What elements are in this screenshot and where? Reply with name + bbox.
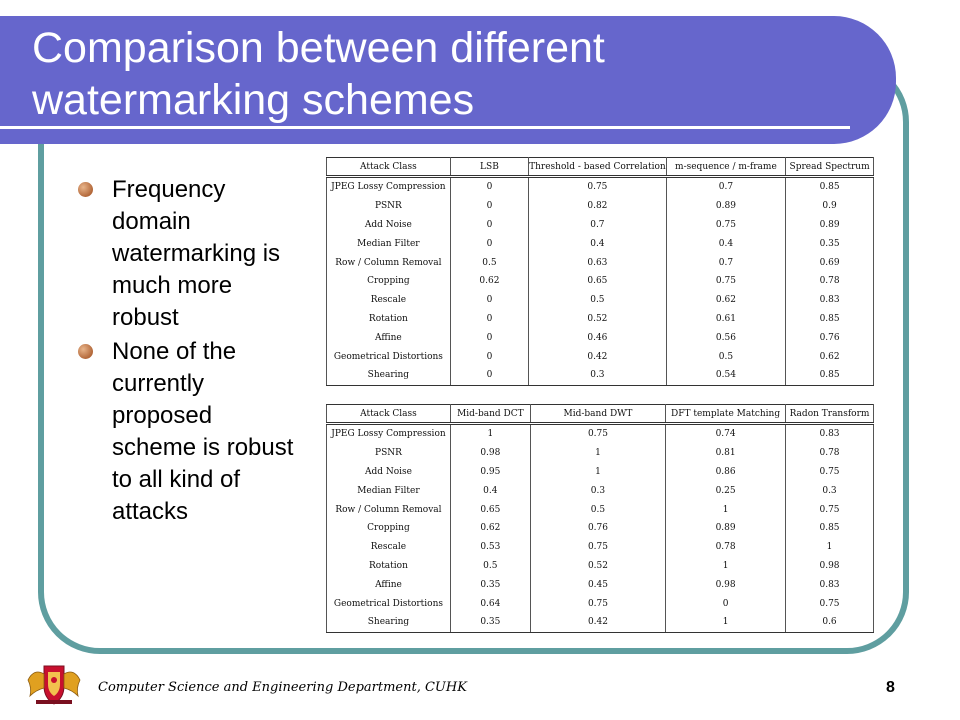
score-cell: 0.81	[666, 444, 786, 463]
score-cell: 0.78	[666, 538, 786, 557]
score-cell: 1	[530, 463, 665, 482]
table-header-row	[327, 405, 874, 424]
table-row	[327, 177, 874, 197]
score-cell: 0.3	[786, 481, 874, 500]
score-cell: 0.5	[450, 557, 530, 576]
score-cell: 0.86	[666, 463, 786, 482]
comparison-table-1	[326, 157, 874, 386]
table-row	[327, 197, 874, 216]
attack-class-cell: Median Filter	[327, 481, 451, 500]
attack-class-cell: JPEG Lossy Compression	[327, 424, 451, 444]
score-cell: 0	[450, 366, 528, 385]
table-row	[327, 272, 874, 291]
score-cell: 0	[450, 197, 528, 216]
bullet-dot-icon	[78, 182, 93, 197]
table-row	[327, 253, 874, 272]
score-cell: 1	[666, 613, 786, 632]
score-cell: 0.85	[786, 366, 874, 385]
score-cell: 0.61	[666, 310, 786, 329]
column-header: m-sequence / m-frame	[666, 158, 786, 177]
score-cell: 0	[450, 310, 528, 329]
score-cell: 0.62	[450, 272, 528, 291]
score-cell: 0.85	[786, 310, 874, 329]
score-cell: 0.5	[666, 347, 786, 366]
score-cell: 1	[450, 424, 530, 444]
bullet-item	[74, 174, 294, 334]
column-header: Mid-band DCT	[450, 405, 530, 424]
table-row	[327, 463, 874, 482]
attack-class-cell: JPEG Lossy Compression	[327, 177, 451, 197]
table-header-row	[327, 158, 874, 177]
score-cell: 0.62	[666, 291, 786, 310]
column-header: Attack Class	[327, 405, 451, 424]
score-cell: 0.54	[666, 366, 786, 385]
score-cell: 0.7	[666, 253, 786, 272]
table-row	[327, 291, 874, 310]
score-cell: 0.52	[530, 557, 665, 576]
score-cell: 0.75	[786, 594, 874, 613]
bullet-dot-icon	[78, 344, 93, 359]
score-cell: 0.25	[666, 481, 786, 500]
score-cell: 0.75	[786, 500, 874, 519]
attack-class-cell: Rescale	[327, 538, 451, 557]
score-cell: 0.75	[530, 594, 665, 613]
attack-class-cell: Shearing	[327, 613, 451, 632]
comparison-table-2	[326, 404, 874, 633]
bullet-text: Frequency domain watermarking is much more robust	[112, 176, 281, 331]
score-cell: 0	[450, 347, 528, 366]
score-cell: 0.75	[666, 272, 786, 291]
score-cell: 0.42	[529, 347, 667, 366]
score-cell: 0.98	[450, 444, 530, 463]
score-cell: 0.78	[786, 444, 874, 463]
bullet-item	[74, 336, 294, 528]
table-row	[327, 575, 874, 594]
attack-class-cell: Rotation	[327, 557, 451, 576]
score-cell: 0	[450, 216, 528, 235]
table-row	[327, 613, 874, 632]
score-cell: 0.75	[529, 177, 667, 197]
column-header: Threshold - based Correlation	[529, 158, 667, 177]
score-cell: 0.3	[529, 366, 667, 385]
column-header: Attack Class	[327, 158, 451, 177]
slide-title: Comparison between different watermarking schemes	[32, 24, 605, 124]
attack-class-cell: Geometrical Distortions	[327, 347, 451, 366]
attack-class-cell: Geometrical Distortions	[327, 594, 451, 613]
score-cell: 0.35	[786, 234, 874, 253]
attack-class-cell: PSNR	[327, 444, 451, 463]
score-cell: 0.7	[529, 216, 667, 235]
table-row	[327, 481, 874, 500]
table-row	[327, 216, 874, 235]
bullet-text: None of the currently proposed scheme is robust to all kind of attacks	[112, 338, 294, 525]
score-cell: 0.42	[530, 613, 665, 632]
score-cell: 0.62	[450, 519, 530, 538]
title-underline	[0, 126, 850, 129]
attack-class-cell: Shearing	[327, 366, 451, 385]
score-cell: 0.89	[786, 216, 874, 235]
table-row	[327, 444, 874, 463]
table-row	[327, 366, 874, 385]
score-cell: 0.35	[450, 575, 530, 594]
bullet-list	[74, 174, 294, 530]
score-cell: 0.85	[786, 519, 874, 538]
attack-class-cell: Affine	[327, 328, 451, 347]
score-cell: 0.98	[786, 557, 874, 576]
score-cell: 0.82	[529, 197, 667, 216]
score-cell: 0.83	[786, 575, 874, 594]
score-cell: 0.9	[786, 197, 874, 216]
score-cell: 1	[786, 538, 874, 557]
table-row	[327, 328, 874, 347]
page-number: 8	[886, 679, 895, 696]
score-cell: 0	[450, 234, 528, 253]
score-cell: 0	[450, 177, 528, 197]
attack-class-cell: PSNR	[327, 197, 451, 216]
score-cell: 0.65	[450, 500, 530, 519]
attack-class-cell: Rescale	[327, 291, 451, 310]
column-header: Mid-band DWT	[530, 405, 665, 424]
attack-class-cell: Row / Column Removal	[327, 253, 451, 272]
score-cell: 0.83	[786, 424, 874, 444]
score-cell: 1	[666, 557, 786, 576]
table-row	[327, 500, 874, 519]
score-cell: 0.78	[786, 272, 874, 291]
score-cell: 1	[530, 444, 665, 463]
attack-class-cell: Cropping	[327, 272, 451, 291]
score-cell: 0.76	[530, 519, 665, 538]
score-cell: 0.74	[666, 424, 786, 444]
score-cell: 0.4	[529, 234, 667, 253]
score-cell: 0.4	[666, 234, 786, 253]
attack-class-cell: Affine	[327, 575, 451, 594]
table-row	[327, 310, 874, 329]
table-row	[327, 234, 874, 253]
table-row	[327, 424, 874, 444]
table-row	[327, 594, 874, 613]
score-cell: 0.46	[529, 328, 667, 347]
score-cell: 0	[666, 594, 786, 613]
attack-class-cell: Add Noise	[327, 216, 451, 235]
column-header: DFT template Matching	[666, 405, 786, 424]
attack-class-cell: Add Noise	[327, 463, 451, 482]
column-header: LSB	[450, 158, 528, 177]
score-cell: 0.52	[529, 310, 667, 329]
score-cell: 0.53	[450, 538, 530, 557]
score-cell: 0.3	[530, 481, 665, 500]
table-row	[327, 519, 874, 538]
footer-department: Computer Science and Engineering Department, CUHK	[98, 680, 467, 695]
attack-class-cell: Median Filter	[327, 234, 451, 253]
score-cell: 0	[450, 291, 528, 310]
score-cell: 0.76	[786, 328, 874, 347]
attack-class-cell: Rotation	[327, 310, 451, 329]
score-cell: 0.83	[786, 291, 874, 310]
table-row	[327, 347, 874, 366]
score-cell: 0.75	[666, 216, 786, 235]
score-cell: 0.95	[450, 463, 530, 482]
column-header: Radon Transform	[786, 405, 874, 424]
score-cell: 0.45	[530, 575, 665, 594]
table-row	[327, 557, 874, 576]
column-header: Spread Spectrum	[786, 158, 874, 177]
score-cell: 0.69	[786, 253, 874, 272]
score-cell: 0.75	[786, 463, 874, 482]
score-cell: 0.89	[666, 519, 786, 538]
score-cell: 0.85	[786, 177, 874, 197]
attack-class-cell: Cropping	[327, 519, 451, 538]
score-cell: 0.65	[529, 272, 667, 291]
score-cell: 0.5	[530, 500, 665, 519]
score-cell: 0.63	[529, 253, 667, 272]
attack-class-cell: Row / Column Removal	[327, 500, 451, 519]
score-cell: 0.56	[666, 328, 786, 347]
score-cell: 0.5	[450, 253, 528, 272]
score-cell: 1	[666, 500, 786, 519]
score-cell: 0.62	[786, 347, 874, 366]
score-cell: 0.7	[666, 177, 786, 197]
cuhk-crest-logo-icon	[22, 660, 86, 708]
score-cell: 0.89	[666, 197, 786, 216]
score-cell: 0.35	[450, 613, 530, 632]
score-cell: 0.64	[450, 594, 530, 613]
score-cell: 0.6	[786, 613, 874, 632]
score-cell: 0.4	[450, 481, 530, 500]
table-row	[327, 538, 874, 557]
score-cell: 0.5	[529, 291, 667, 310]
score-cell: 0.75	[530, 538, 665, 557]
score-cell: 0.75	[530, 424, 665, 444]
score-cell: 0	[450, 328, 528, 347]
score-cell: 0.98	[666, 575, 786, 594]
